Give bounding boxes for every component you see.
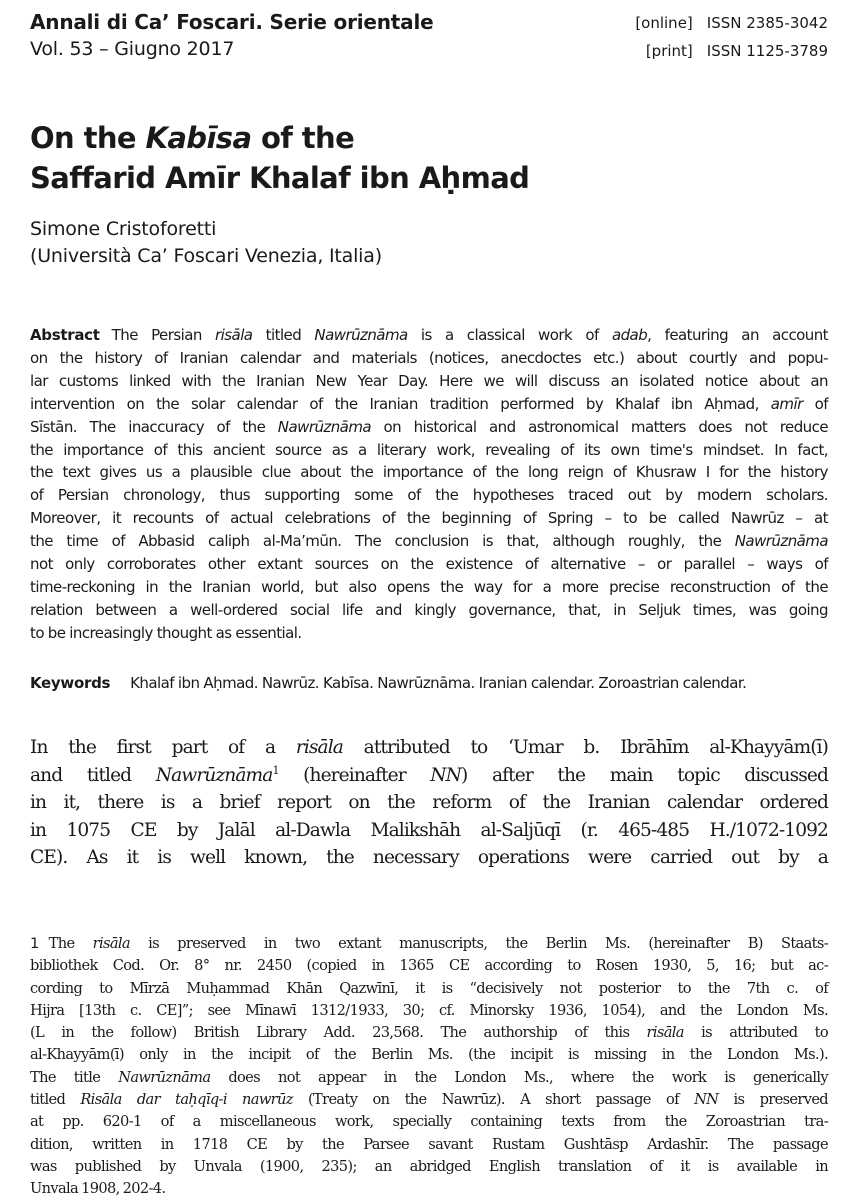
issn-online xyxy=(623,14,828,32)
footnote-line: Unvala 1908, 202-4. xyxy=(30,1180,166,1198)
footnote-line: 1 The risāla is preserved in two extant manuscripts, the Berlin Ms. (hereinafter B) Staats- xyxy=(30,935,828,952)
abstract-line: the text gives us a plausible clue about the importance of the long reign of Khusraw I for the history xyxy=(30,463,828,482)
abstract-line: on the history of Iranian calendar and materials (notices, anecdoctes etc.) about courtly and popu- xyxy=(30,348,828,367)
issn-online-value: ISSN 2385-3042 xyxy=(706,14,828,32)
abstract-line: time-reckoning in the Iranian world, but also opens the way for a more precise reconstruction of the xyxy=(30,577,828,596)
body-line: in it, there is a brief report on the reform of the Iranian calendar ordered xyxy=(30,792,828,814)
footnote-line: (L in the follow) British Library Add. 23,568. The authorship of this risāla is attributed to xyxy=(30,1024,828,1042)
abstract-line: the importance of this ancient source as a literary work, revealing of its own time's mindset. In fact, xyxy=(30,440,828,459)
abstract-line: relation between a well-ordered social life and kingly governance, that, in Seljuk times, was going xyxy=(30,600,828,619)
abstract-label: Abstract xyxy=(30,326,100,344)
footnote-line: dition, written in 1718 CE by the Parsee savant Rustam Gushtāsp Ardashīr. The passage xyxy=(30,1135,828,1153)
article-title xyxy=(30,118,529,198)
footnote xyxy=(30,933,828,1201)
body-paragraph xyxy=(30,734,828,872)
abstract-line: Abstract The Persian risāla titled Nawrūznāma is a classical work of adab, featuring an account xyxy=(30,326,829,344)
footnote-line: The title Nawrūznāma does not appear in the London Ms., where the work is generically xyxy=(30,1068,828,1086)
footnote-line: at pp. 620-1 of a miscellaneous work, specially containing texts from the Zoroastrian tra- xyxy=(30,1113,828,1131)
keywords xyxy=(30,674,746,692)
keywords-text: Khalaf ibn Aḥmad. Nawrūz. Kabīsa. Nawrūznāma. Iranian calendar. Zoroastrian calendar. xyxy=(130,674,747,692)
body-line: and titled Nawrūznāma$^1$ (hereinafter NN) after the main topic discussed xyxy=(30,763,828,786)
abstract-line: the time of Abbasid caliph al-Ma’mūn. The conclusion is that, although roughly, the Nawrūznāma xyxy=(30,532,828,551)
issn-print xyxy=(623,42,828,60)
body-line: CE). As it is well known, the necessary operations were carried out by a xyxy=(30,847,828,869)
abstract-line: Sīstān. The inaccuracy of the Nawrūznāma on historical and astronomical matters does not reduce xyxy=(30,417,828,436)
abstract-line: to be increasingly thought as essential. xyxy=(30,623,302,642)
footnote-line: bibliothek Cod. Or. 8° nr. 2450 (copied in 1365 CE according to Rosen 1930, 5, 16; but ac- xyxy=(30,957,828,975)
issn-print-value: ISSN 1125-3789 xyxy=(706,42,828,60)
abstract-line: lar customs linked with the Iranian New Year Day. Here we will discuss an isolated notice about an xyxy=(30,371,828,390)
footnote-number: 1 xyxy=(30,935,39,952)
volume-issue: Vol. 53 – Giugno 2017 xyxy=(30,38,235,60)
abstract-line: Moreover, it recounts of actual celebrations of the beginning of Spring – to be called Nawrūz – at xyxy=(30,509,828,528)
abstract xyxy=(30,324,828,645)
author-block xyxy=(30,216,382,270)
abstract-line: intervention on the solar calendar of the Iranian tradition performed by Khalaf ibn Aḥmad, amīr of xyxy=(30,394,828,413)
author-affiliation: (Università Ca’ Foscari Venezia, Italia) xyxy=(30,245,382,267)
title-line-2: Saffarid Amīr Khalaf ibn Aḥmad xyxy=(30,161,530,195)
title-line-1: On the Kabīsa of the xyxy=(30,121,355,155)
footnote-line: Hijra [13th c. CE]”; see Mīnawī 1312/1933, 30; cf. Minorsky 1936, 1054), and the London Ms. xyxy=(30,1001,828,1019)
keywords-label: Keywords xyxy=(30,674,111,692)
footnote-ref[interactable]: 1 xyxy=(272,763,279,777)
journal-title: Annali di Ca’ Foscari. Serie orientale xyxy=(30,10,434,34)
footnote-line: al-Khayyām(ī) only in the incipit of the Berlin Ms. (the incipit is missing in the London Ms.). xyxy=(30,1046,828,1064)
footnote-line: was published by Unvala (1900, 235); an abridged English translation of it is available in xyxy=(30,1157,828,1175)
issn-print-label: [print] xyxy=(645,42,693,60)
author-name: Simone Cristoforetti xyxy=(30,218,217,240)
body-line: in 1075 CE by Jalāl al-Dawla Malikshāh al-Saljūqī (r. 465-485 H./1072-1092 xyxy=(30,819,828,841)
abstract-line: of Persian chronology, thus supporting some of the hypotheses traced out by modern scholars. xyxy=(30,486,828,505)
issn-online-label: [online] xyxy=(635,14,693,32)
footnote-line: cording to Mīrzā Muḥammad Khān Qazwīnī, it is “decisively not posterior to the 7th c. of xyxy=(30,979,828,997)
abstract-line: not only corroborates other extant sources on the existence of alternative – or parallel – ways of xyxy=(30,555,828,574)
footnote-line: titled Risāla dar taḥqīq-i nawrūz (Treaty on the Nawrūz). A short passage of NN is preserved xyxy=(30,1091,828,1109)
body-line: In the first part of a risāla attributed to ‘Umar b. Ibrāhīm al-Khayyām(ī) xyxy=(30,737,828,758)
